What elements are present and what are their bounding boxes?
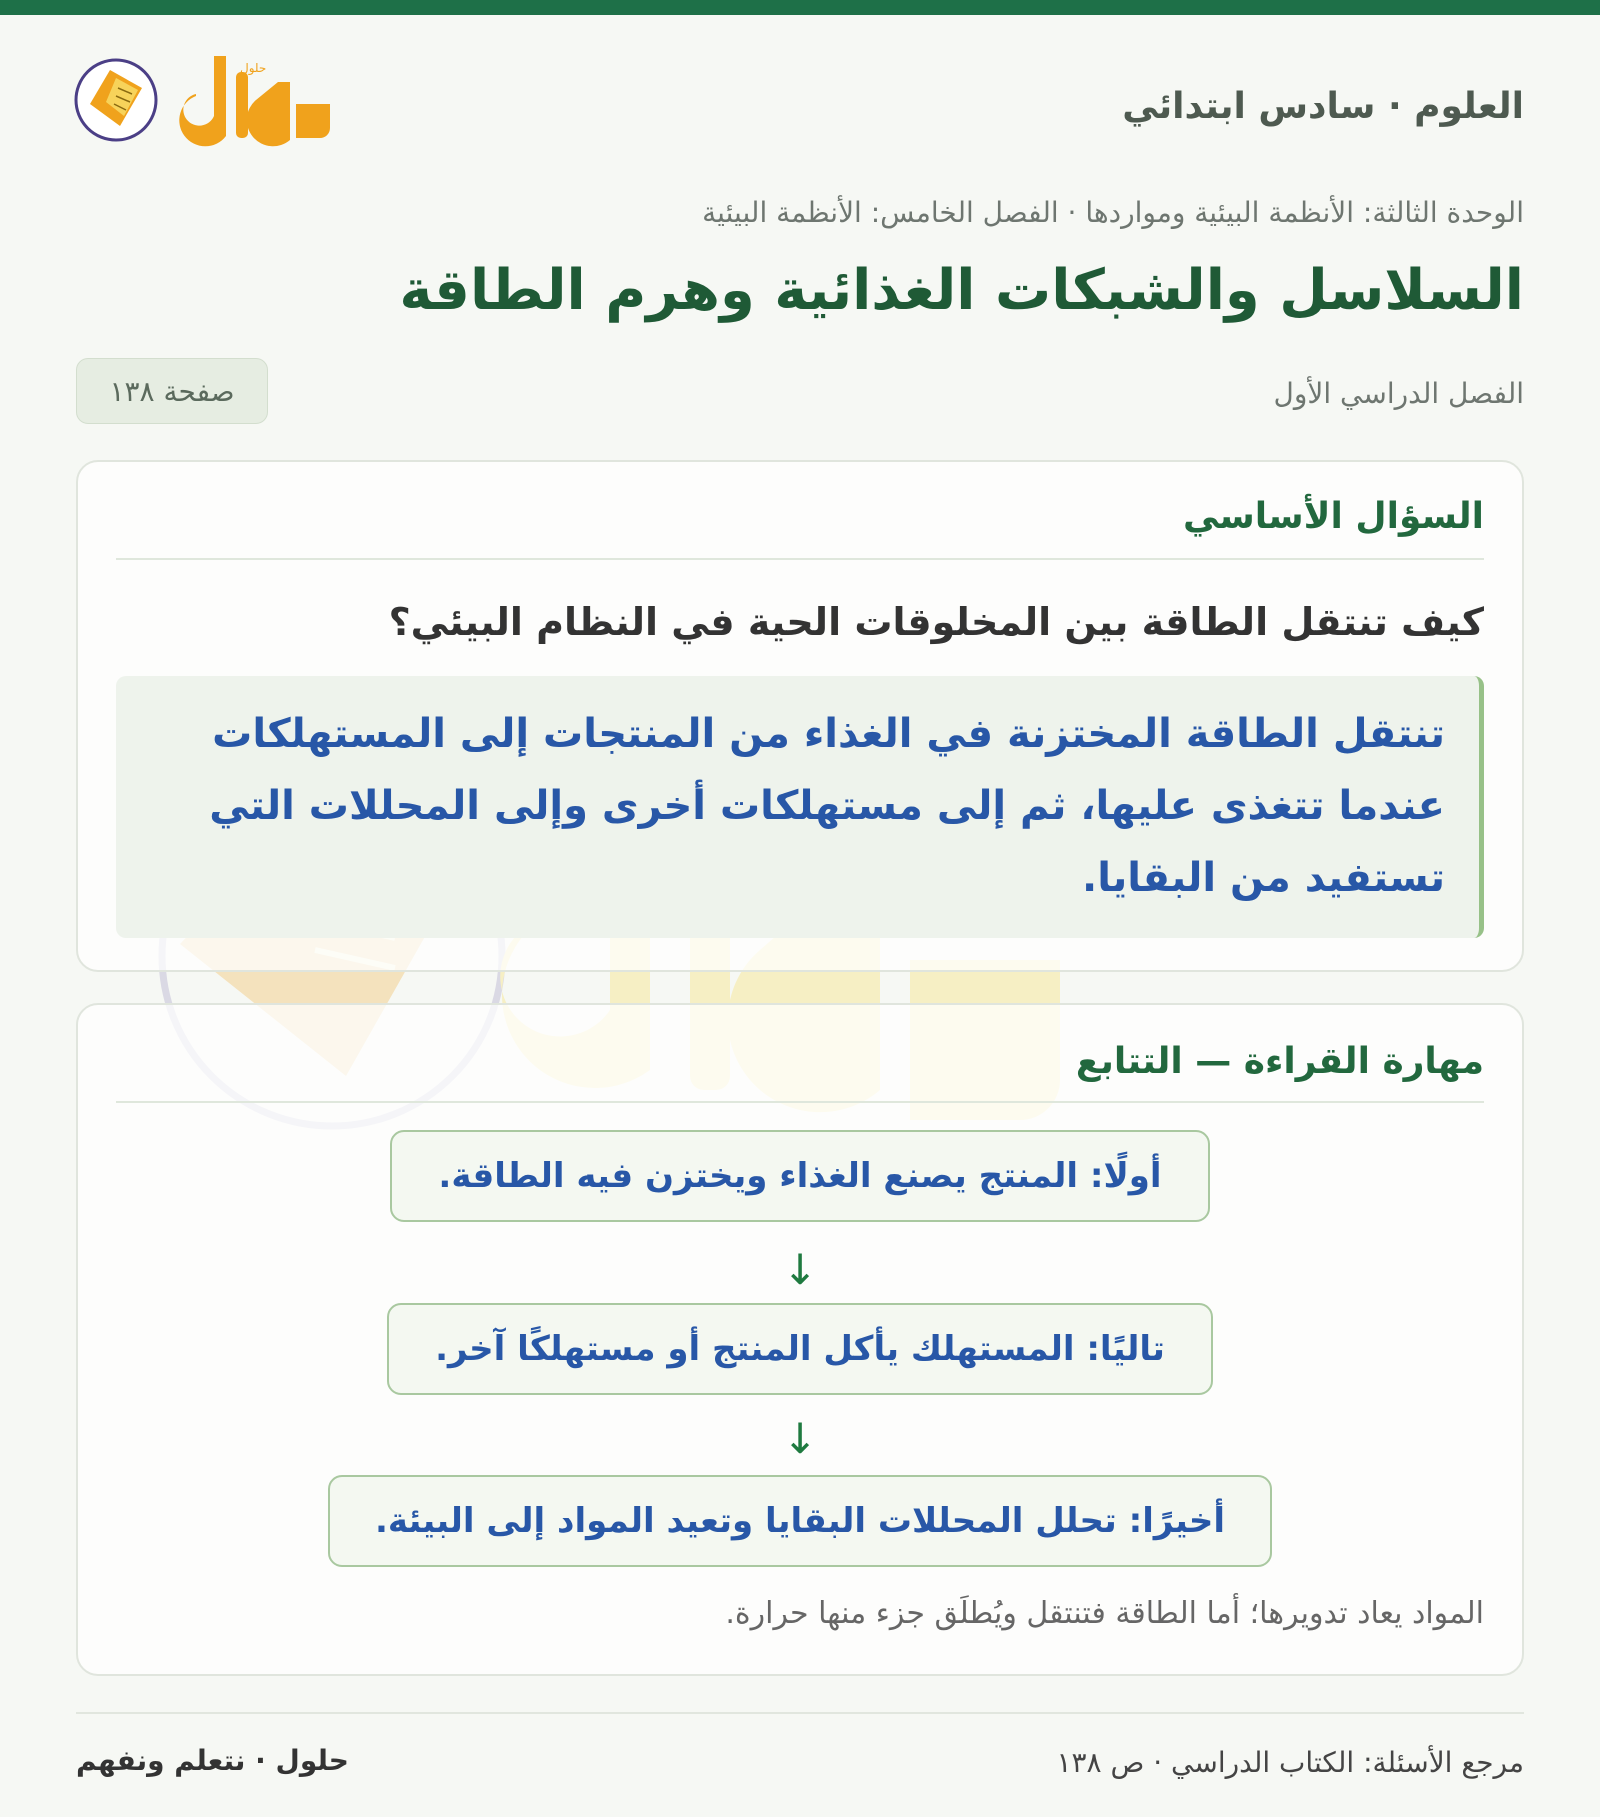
answer-line: عندما تتغذى عليها، ثم إلى مستهلكات أخرى وإلى المحللات التي <box>209 783 1445 829</box>
unit-chapter-label: الوحدة الثالثة: الأنظمة البيئية ومواردها · الفصل الخامس: الأنظمة البيئية <box>702 196 1524 229</box>
reading-skill-card <box>76 1003 1524 1676</box>
recycling-note: المواد يعاد تدويرها؛ أما الطاقة فتنتقل ويُطلَق جزء منها حرارة. <box>725 1596 1484 1631</box>
sequence-step-first: أولًا: المنتج يصنع الغذاء ويختزن فيه الطاقة. <box>390 1130 1210 1222</box>
footer-brand: حلول · نتعلم ونفهم <box>76 1744 349 1777</box>
down-arrow-icon: ↓ <box>782 1414 818 1463</box>
page-number-badge: صفحة ١٣٨ <box>76 358 268 424</box>
site-logo <box>72 52 334 162</box>
question-reference: مرجع الأسئلة: الكتاب الدراسي · ص ١٣٨ <box>1056 1746 1524 1779</box>
top-accent-bar <box>0 0 1600 15</box>
term-label: الفصل الدراسي الأول <box>1273 377 1524 410</box>
essential-question-text: كيف تنتقل الطاقة بين المخلوقات الحية في النظام البيئي؟ <box>388 600 1484 644</box>
essential-question-heading: السؤال الأساسي <box>1182 496 1484 537</box>
sequence-step-next: تاليًا: المستهلك يأكل المنتج أو مستهلكًا آخر. <box>387 1303 1213 1395</box>
subject-grade-label: العلوم · سادس ابتدائي <box>1122 86 1524 127</box>
down-arrow-icon: ↓ <box>782 1245 818 1294</box>
answer-line: تنتقل الطاقة المختزنة في الغذاء من المنتجات إلى المستهلكات <box>212 711 1445 757</box>
answer-line: تستفيد من البقايا. <box>1082 855 1445 901</box>
sequence-step-last: أخيرًا: تحلل المحللات البقايا وتعيد المواد إلى البيئة. <box>328 1475 1272 1567</box>
answer-box <box>116 676 1484 938</box>
divider <box>116 1101 1484 1103</box>
svg-text:حلول: حلول <box>240 61 267 75</box>
essential-question-card <box>76 460 1524 972</box>
reading-skill-heading: مهارة القراءة — التتابع <box>1075 1041 1484 1082</box>
footer-divider <box>76 1712 1524 1714</box>
divider <box>116 558 1484 560</box>
page-title: السلاسل والشبكات الغذائية وهرم الطاقة <box>399 258 1524 323</box>
